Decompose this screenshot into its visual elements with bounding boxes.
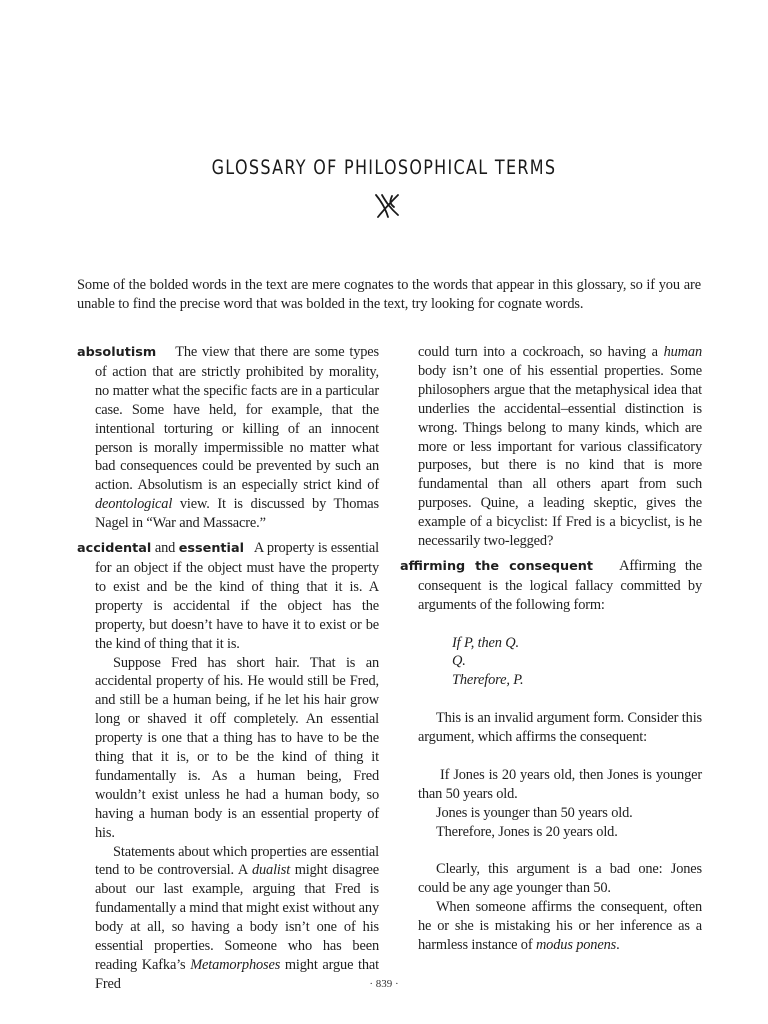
para3-text-c: might argue that Fred — [95, 957, 379, 992]
para4-period: . — [616, 937, 620, 954]
page-number: · 839 · — [369, 978, 399, 990]
argument-form-line-3: Therefore, P. — [452, 672, 524, 689]
accidental-paragraph-3 — [77, 843, 379, 994]
page-title: GLOSSARY OF PHILOSOPHICAL TERMS — [211, 156, 557, 179]
para3-text-b: might disagree about our last example, arguing that Fred is fundamentally a mind that might exist without any body at all, so having a body isn’t one of his essential properties. Someone who has been reading Kafka’s — [95, 862, 380, 973]
para3-italic-dualist: dualist — [251, 862, 291, 879]
affirming-definition: Affirming the consequent is the logical fallacy committed by arguments of the following form: — [418, 557, 702, 613]
entry-affirming-the-consequent — [400, 557, 702, 615]
para3-text-a: Statements about which properties are essential tend to be controversial. A — [95, 843, 379, 879]
term-conjunction: and — [151, 540, 179, 557]
absolutism-italic: deontological — [95, 496, 173, 513]
entry-absolutism — [77, 343, 379, 533]
para3-italic-human: human — [663, 344, 702, 360]
left-column — [77, 343, 379, 994]
para4-text: When someone affirms the consequent, often he or she is mistaking his or her inference as a harmless instance of — [418, 899, 702, 954]
right-column — [400, 343, 702, 955]
para4-italic-modus-ponens: modus ponens — [535, 937, 617, 954]
accidental-paragraph-2: Suppose Fred has short hair. That is an accidental property of his. He would still be Fred, and still be a human being, if he let his hair grow long or shaved it off completely. An essential property is one that a thing has to have to be the thing that it is, or to be the kind of thing it fundamentally is. As a human being, Fred wouldn’t exist unless he had a human body, so having a human body is an essential property of his. — [95, 654, 379, 841]
para3-italic-metamorphoses: Metamorphoses — [190, 957, 281, 973]
intro-paragraph: Some of the bolded words in the text are mere cognates to the words that appear in this glossary, so if you are unable to find the precise word that was bolded in the text, try looking for cognate words. — [77, 277, 701, 312]
term-affirming-the-consequent: affirming the consequent — [400, 558, 594, 574]
accidental-continued — [400, 343, 702, 551]
example-line-3: Therefore, Jones is 20 years old. — [436, 823, 618, 840]
affirming-paragraph-3: Clearly, this argument is a bad one: Jones could be any age younger than 50. — [418, 861, 702, 897]
entry-accidental-essential — [77, 539, 379, 653]
absolutism-text: The view that there are some types of action that are strictly prohibited by morality, no matter what the specific facts are in a particular case. Some have held, for example, that the intentional torturing or killing of an innocent person is morally impermissible no matter what bad consequences could be prevented by such an action. Absolutism is an especially strict kind of — [95, 344, 379, 494]
argument-form-line-2: Q. — [452, 653, 466, 670]
term-accidental: accidental — [77, 541, 152, 557]
term-absolutism: absolutism — [77, 345, 157, 360]
affirming-paragraph-2: This is an invalid argument form. Consider this argument, which affirms the consequent: — [418, 710, 702, 746]
example-line-2: Jones is younger than 50 years old. — [436, 804, 633, 821]
example-argument — [400, 766, 702, 842]
decorative-ornament-icon — [372, 193, 402, 219]
term-essential: essential — [178, 541, 244, 557]
example-line-1: If Jones is 20 years old, then Jones is younger than 50 years old. — [418, 766, 702, 802]
accidental-definition: A property is essential for an object if the object must have the property to exist and be the kind of thing that it is. A property is accidental if the object has the property, but doesn’t have to have it to exist or be the kind of thing that it is. — [95, 540, 379, 652]
para3-text-d: body isn’t one of his essential properties. Some philosophers argue that the metaphysical idea that underlies the accidental–essential distinction is wrong. Things belong to many kinds, which are more or less important for various classificatory purposes, but there is no kind that is more fundamental than all others apart from such purposes. Quine, a leading skeptic, gives the example of a bicyclist: If Fred is a bicyclist, is he necessarily two-legged? — [418, 362, 702, 550]
absolutism-text-end: view. It is discussed by Thomas Nagel in “War and Massacre.” — [95, 496, 379, 532]
affirming-paragraph-4 — [400, 898, 702, 955]
argument-form-line-1: If P, then Q. — [452, 634, 519, 651]
para3-continued-lead: could turn into a cockroach, so having a — [418, 344, 664, 360]
